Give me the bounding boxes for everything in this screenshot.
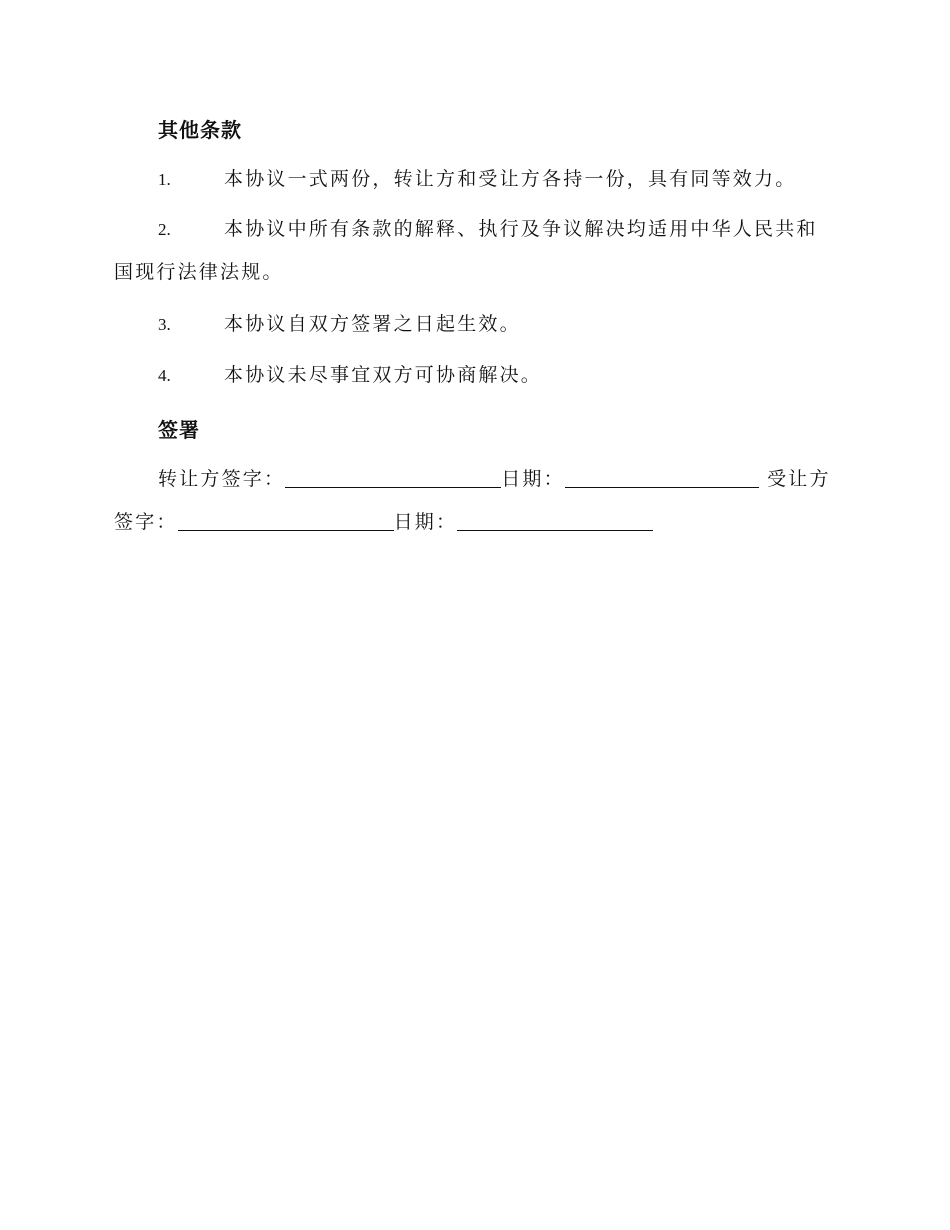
transferee-signature-label-part1: 受让方: [767, 468, 831, 490]
other-terms-heading: 其他条款: [158, 118, 242, 142]
transferee-signature-label-part2: 签字：: [114, 511, 178, 533]
date-label: 日期：: [393, 511, 458, 533]
signature-block: [114, 458, 834, 544]
item-number: 3.: [158, 315, 171, 334]
list-item: [114, 354, 834, 397]
item-number: 2.: [158, 220, 171, 239]
item-text: 本协议未尽事宜双方可协商解决。: [224, 364, 543, 386]
transferee-signature-field[interactable]: [178, 508, 394, 531]
date-label: 日期：: [501, 468, 565, 490]
list-item: [114, 303, 834, 346]
list-item: [114, 208, 834, 294]
list-item: [114, 158, 834, 201]
transferor-signature-label: 转让方签字：: [158, 468, 286, 490]
transferor-signature-field[interactable]: [285, 465, 501, 488]
item-text: 本协议中所有条款的解释、执行及争议解决均适用中华人民共和国现行法律法规。: [114, 218, 818, 283]
signature-heading: 签署: [158, 418, 200, 442]
item-number: 1.: [158, 170, 171, 189]
item-text: 本协议一式两份，转让方和受让方各持一份，具有同等效力。: [224, 168, 797, 190]
item-number: 4.: [158, 366, 171, 385]
item-text: 本协议自双方签署之日起生效。: [224, 313, 521, 335]
signature-line-1: [114, 458, 834, 501]
signature-line-2: [114, 501, 834, 544]
transferor-date-field[interactable]: [565, 465, 759, 488]
transferee-date-field[interactable]: [457, 508, 653, 531]
